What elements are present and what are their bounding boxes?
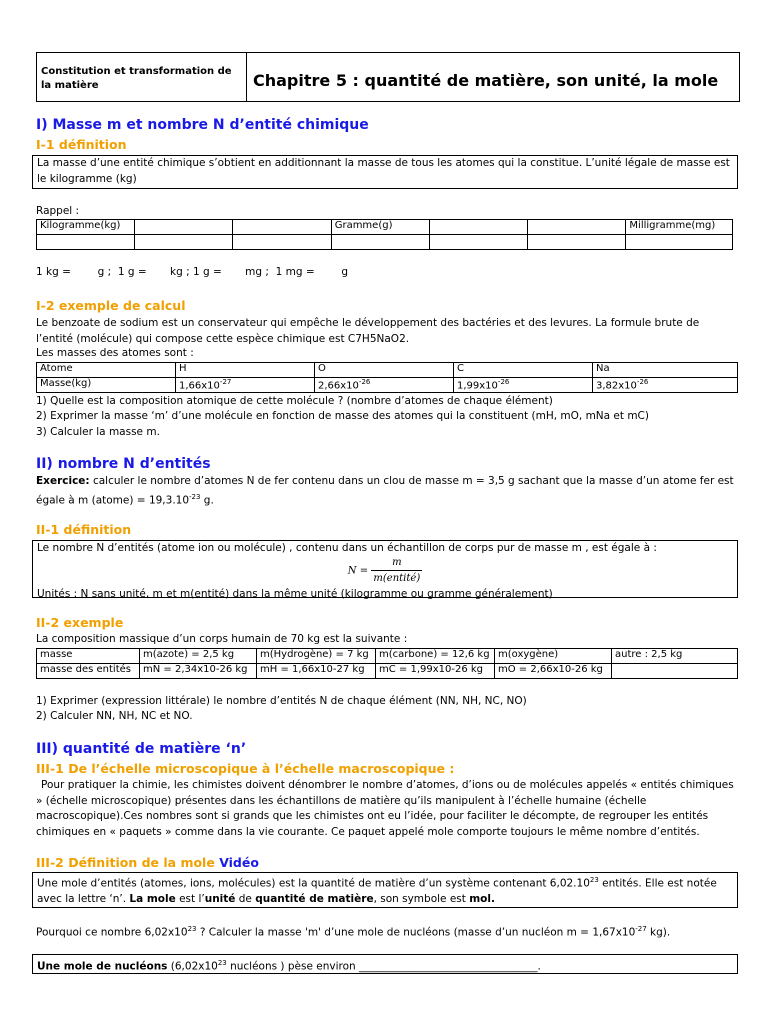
mass-h: $1,66x10^{-27}$ <box>176 378 315 393</box>
section-1-title: I) Masse m et nombre N d’entité chimique <box>36 117 369 133</box>
unit-g: Gramme(g) <box>331 220 429 235</box>
section-1-2-title: I-2 exemple de calcul <box>36 298 186 313</box>
atoms-table <box>36 362 738 393</box>
section-1-1-title: I-1 définition <box>36 137 127 152</box>
section-3-2-title: III-2 Définition de la mole Vidéo <box>36 855 259 870</box>
video-link[interactable]: Vidéo <box>219 855 259 870</box>
macro-paragraph: Pour pratiquer la chimie, les chimistes doivent dénombrer le nombre d’atomes, d’ions ou de molécules appelés « entités chimiques » (échelle microscopique) présentes dans les échantillons de matière qu’ils manipulent à l’échelle humaine (échelle macroscopique).Ces nombres sont si grands que les chimistes ont eu l’idée, pour faciliter le décompte, de regrouper les entités chimiques en « paquets » comme dans la vie courante. Ce paquet appelé mole comporte toujours le même nombre d’entités. <box>36 779 734 838</box>
header <box>36 52 740 102</box>
section-2-1-title: II-1 définition <box>36 522 132 537</box>
subject-label: Constitution et transformation de la matière <box>37 53 247 101</box>
composition-label: La composition massique d’un corps humain de 70 kg est la suivante : <box>36 633 408 645</box>
atom-masses-label: Les masses des atomes sont : <box>36 347 194 359</box>
mass-o: $2,66x10^{-26}$ <box>315 378 454 393</box>
section-2-2-title: II-2 exemple <box>36 615 124 630</box>
unit-mg: Milligramme(mg) <box>626 220 733 235</box>
n-definition-box: Le nombre N d’entités (atome ion ou molécule) , contenu dans un échantillon de corps pur de masse m , est égale à : N = $\frac{m}{\text{m(entité)}}$ Unités : N sans unité, m et m(entité) dans la même unité (kilogramme ou gramme généralement) <box>32 540 738 598</box>
chapter-title: Chapitre 5 : quantité de matière, son unité, la mole <box>253 71 719 90</box>
exercise-text: Exercice: calculer le nombre d’atomes N de fer contenu dans un clou de masse m = 3,5 g sachant que la masse d’un atome fer est égale à m (atome) = $19,3.10^{-23}$ g. <box>36 475 734 506</box>
section-3-title: III) quantité de matière ‘n’ <box>36 741 247 757</box>
question-1: 1) Quelle est la composition atomique de cette molécule ? (nombre d’atomes de chaque élément) <box>36 395 553 407</box>
why-question: Pourquoi ce nombre $6,02x10^{23}$ ? Calculer la masse 'm' d’une mole de nucléons (masse d’un nucléon $m = 1,67x10^{-27}$ kg). <box>36 925 671 939</box>
mole-definition-box: Une mole d’entités (atomes, ions, molécules) est la quantité de matière d’un système contenant 6,02.10$^{23}$ entités. Elle est notée avec la lettre ‘n’. La mole est l’unité de quantité de matière, son symbole est mol. <box>32 872 738 908</box>
unit-kg: Kilogramme(kg) <box>37 220 135 235</box>
atom-h: H <box>176 363 315 378</box>
question-2-2: 2) Calculer NN, NH, NC et NO. <box>36 710 193 722</box>
atom-o: O <box>315 363 454 378</box>
nucleon-answer-box: Une mole de nucléons ($6,02x10^{23}$ nucléons ) pèse environ __________________________________. <box>32 954 738 974</box>
mass-na: $3,82x10^{-26}$ <box>593 378 738 393</box>
definition-box: La masse d’une entité chimique s’obtient en additionnant la masse de tous les atomes qui la constitue. L’unité légale de masse est le kilogramme (kg) <box>32 155 738 189</box>
section-2-title: II) nombre N d’entités <box>36 456 211 472</box>
example-text: Le benzoate de sodium est un conservateur qui empêche le développement des bactéries et des levures. La formule brute de l’entité (molécule) qui compose cette espèce chimique est C7H5NaO2. <box>36 317 700 345</box>
units-table <box>36 219 733 250</box>
atom-c: C <box>454 363 593 378</box>
formula: N = $\frac{m}{\text{m(entité)}}$ <box>347 556 421 584</box>
question-3: 3) Calculer la masse m. <box>36 426 160 438</box>
question-2-1: 1) Exprimer (expression littérale) le nombre d’entités N de chaque élément (NN, NH, NC, NO) <box>36 695 527 707</box>
mass-header: Masse(kg) <box>37 378 176 393</box>
atom-header: Atome <box>37 363 176 378</box>
section-3-1-title: III-1 De l’échelle microscopique à l’échelle macroscopique : <box>36 761 455 776</box>
mass-c: $1,99x10^{-26}$ <box>454 378 593 393</box>
question-2: 2) Exprimer la masse ‘m’ d’une molécule en fonction de masse des atomes qui la constituent (mH, mO, mNa et mC) <box>36 410 649 422</box>
atom-na: Na <box>593 363 738 378</box>
rappel-label: Rappel : <box>36 205 80 217</box>
body-composition-table: masse m(azote) = 2,5 kg m(Hydrogène) = 7 kg m(carbone) = 12,6 kg m(oxygène) autre : 2,5 kg masse des entités mN = 2,34x10-26 kg mH = 1,66x10-27 kg mC = 1,99x10-26 kg mO = 2,66x10-26 kg <box>36 648 738 679</box>
conversion-line: 1 kg = g ; 1 g = kg ; 1 g = mg ; 1 mg = g <box>36 266 348 278</box>
